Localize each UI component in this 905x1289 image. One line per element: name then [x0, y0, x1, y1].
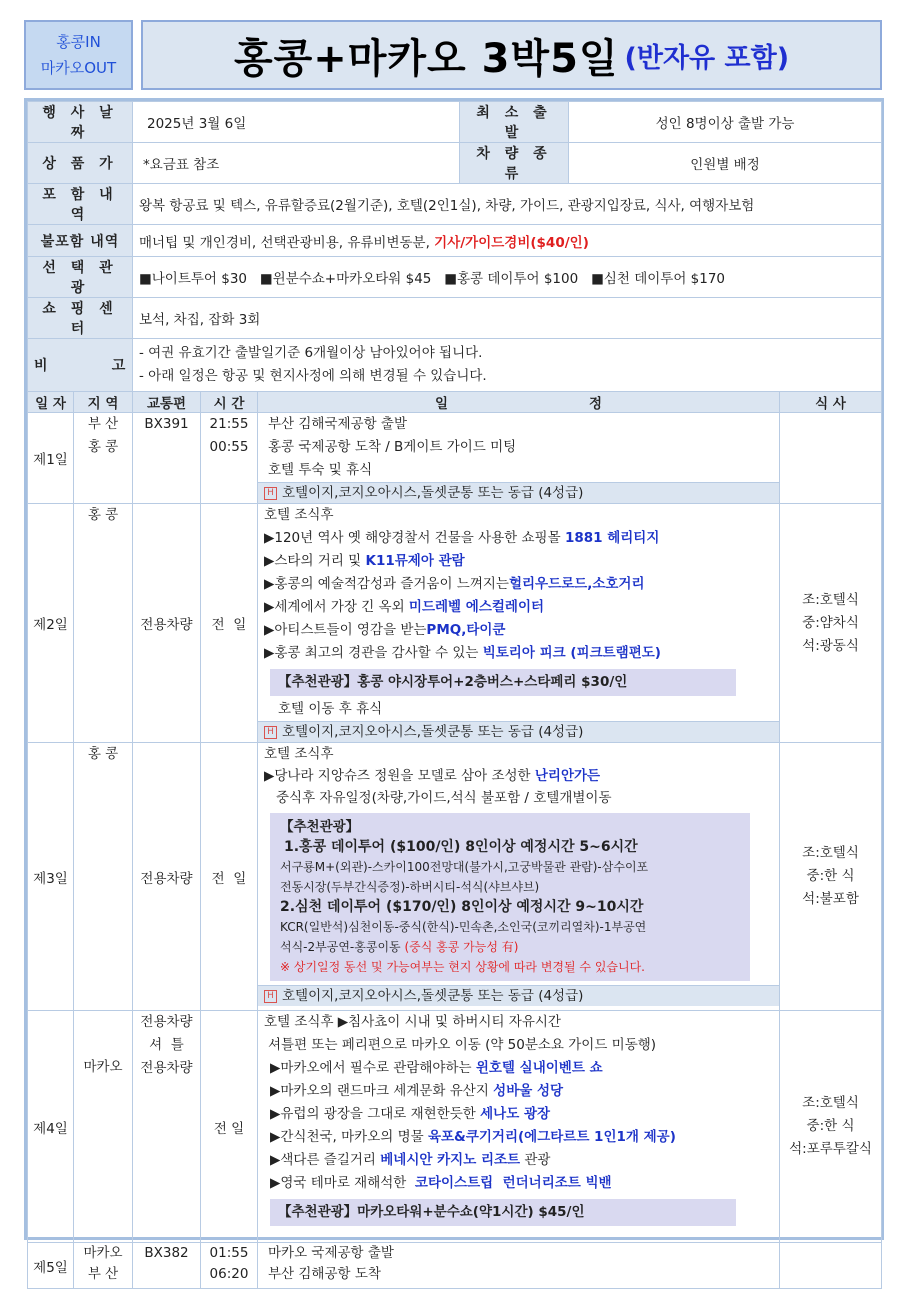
day-label: 제4일: [28, 1011, 74, 1243]
time-cell: [201, 413, 258, 504]
shopping-label: 쇼 핑 센 터: [28, 298, 133, 339]
day-label: 제1일: [28, 413, 74, 504]
time-arrive: 00:55: [209, 439, 249, 455]
recommend-tour-2-desc: KCR(일반석)심천이동-중식(한식)-민속촌,소인국(코끼리열차)-1부공연: [280, 920, 647, 934]
meal-cell: [780, 1011, 882, 1243]
col-meal: 식 사: [780, 392, 882, 413]
region-arrive: 부 산: [87, 1266, 119, 1282]
plan-line: ▶120년 역사 옛 해양경찰서 건물을 사용한 쇼핑몰 1881 헤리티지: [264, 530, 660, 546]
meal-dinner: 석:포루투칼식: [789, 1141, 872, 1157]
recommend-title: 【추천관광】: [280, 819, 360, 835]
transport-cell: [133, 1011, 201, 1243]
meal-cell: [780, 413, 882, 504]
exclude-label: 불포함 내역: [28, 225, 133, 257]
page-subtitle: (반자유 포함): [624, 42, 790, 74]
time-cell: 전 일: [201, 1011, 258, 1243]
transport-line: 전용차량: [140, 1014, 193, 1030]
plan-cell: [258, 413, 780, 504]
hotel-text: 호텔이지,코지오아시스,돌셋쿤통 또는 동급 (4성급): [282, 485, 584, 501]
date-label: 행 사 날 짜: [28, 102, 133, 143]
transport-cell: 전용차량: [133, 504, 201, 743]
plan-line: ▶마카오에서 필수로 관람해야하는 윈호텔 실내이벤트 쇼: [270, 1060, 603, 1076]
plan-line: ▶간식천국, 마카오의 명물 육포&쿠기거리(에그타르트 1인1개 제공): [270, 1129, 676, 1145]
plan-line: 중식후 자유일정(차량,가이드,석식 불포함 / 호텔개별이동: [276, 790, 612, 806]
plan-line: ▶유럽의 광장을 그대로 재현한듯한 세나도 광장: [270, 1106, 551, 1122]
plan-cell: [258, 1011, 780, 1243]
day-row-3: [28, 743, 882, 1011]
transport-cell: BX382: [133, 1243, 201, 1289]
time-depart: 01:55: [209, 1245, 249, 1261]
meal-breakfast: 조:호텔식: [802, 845, 859, 861]
time-cell: [201, 1243, 258, 1289]
price-label: 상 품 가: [28, 143, 133, 184]
meal-lunch: 중:한 식: [806, 868, 855, 884]
exclude-guide-fee: 기사/가이드경비($40/인): [434, 234, 589, 251]
region-cell: [74, 1243, 133, 1289]
region-cell: 홍 콩: [74, 743, 133, 1011]
meal-cell: [780, 743, 882, 1011]
plan-line: 셔틀편 또는 페리편으로 마카오 이동 (약 50분소요 가이드 미동행): [268, 1037, 657, 1053]
info-row-shopping: [28, 298, 882, 339]
plan-line: ▶세계에서 가장 긴 옥외 미드레벨 에스컬레이터: [264, 599, 545, 615]
meal-breakfast: 조:호텔식: [802, 1095, 859, 1111]
include-value: 왕복 항공료 및 텍스, 유류할증료(2월기준), 호텔(2인1실), 차량, 가이드, 관광지입장료, 식사, 여행자보험: [133, 184, 882, 225]
title-banner: [141, 20, 882, 90]
info-row-optional: [28, 257, 882, 298]
region-cell: [74, 413, 133, 504]
col-region: 지 역: [74, 392, 133, 413]
info-row-include: [28, 184, 882, 225]
optional-value: ■나이트투어 $30 ■윈분수쇼+마카오타워 $45 ■홍콩 데이투어 $100 ■심천 데이투어 $170: [133, 257, 882, 298]
route-in: 홍콩IN: [56, 33, 101, 51]
region-depart: 부 산: [87, 416, 119, 432]
col-plan: 일 정: [258, 392, 780, 413]
recommend-tour-1-desc: 서구룡M+(외관)-스카이100전망대(불가시,고궁박물관 관람)-삼수이포: [280, 860, 649, 874]
info-row-date: [28, 102, 882, 143]
time-cell: 전 일: [201, 504, 258, 743]
plan-line: 마카오 국제공항 출발: [268, 1245, 394, 1261]
recommend-tour-2: 2.심천 데이투어 ($170/인) 8인이상 예정시간 9~10시간: [280, 899, 644, 915]
plan-line: ▶홍콩의 예술적감성과 즐거움이 느껴지는헐리우드로드,소호거리: [264, 576, 645, 592]
col-transport: 교통편: [133, 392, 201, 413]
hotel-icon: H: [264, 990, 277, 1003]
plan-cell: [258, 504, 780, 743]
plan-line: 홍콩 국제공항 도착 / B게이트 가이드 미팅: [268, 439, 517, 455]
plan-line: ▶스타의 거리 및 K11뮤제아 관람: [264, 553, 465, 569]
min-value: 성인 8명이상 출발 가능: [569, 102, 882, 143]
plan-line: ▶영국 테마로 재해석한 코타이스트립 런더너리조트 빅밴: [270, 1175, 612, 1191]
plan-line: ▶홍콩 최고의 경관을 감사할 수 있는 빅토리아 피크 (피크트램편도): [264, 645, 661, 661]
plan-cell: [258, 1243, 780, 1289]
hotel-text: 호텔이지,코지오아시스,돌셋쿤통 또는 동급 (4성급): [282, 724, 584, 740]
price-value: *요금표 참조: [133, 143, 460, 184]
plan-line: ▶당나라 지앙슈즈 정원을 모델로 삼아 조성한 난리안가든: [264, 768, 601, 784]
page-title: 홍콩+마카오 3박5일: [233, 35, 619, 82]
transport-line: 전용차량: [140, 1060, 193, 1076]
recommend-tour-1: 1.홍콩 데이투어 ($100/인) 8인이상 예정시간 5~6시간: [284, 839, 638, 855]
meal-lunch: 중:얌차식: [802, 614, 859, 631]
time-depart: 21:55: [209, 416, 249, 432]
plan-line: ▶색다른 즐길거리 베네시안 카지노 리조트 관광: [270, 1152, 551, 1168]
plan-line: ▶아티스트들이 영감을 받는PMQ,타이쿤: [264, 622, 506, 638]
recommend-tour-2-desc: 석식-2부공연-홍콩이동 (중식 홍콩 가능성 有): [280, 940, 519, 954]
plan-line: 호텔 이동 후 휴식: [278, 701, 383, 717]
optional-label: 선 택 관 광: [28, 257, 133, 298]
note-line-1: - 여권 유효기간 출발일기준 6개월이상 남아있어야 됩니다.: [139, 345, 483, 361]
col-time: 시 간: [201, 392, 258, 413]
route-out: 마카오OUT: [40, 59, 117, 77]
recommend-box: [270, 1199, 773, 1226]
day-row-2: [28, 504, 882, 743]
day-row-4: [28, 1011, 882, 1243]
transport-cell: 전용차량: [133, 743, 201, 1011]
hotel-line: [258, 985, 779, 1006]
recommend-tour: 【추천관광】마카오타워+분수쇼(약1시간) $45/인: [270, 1199, 736, 1226]
plan-cell: [258, 743, 780, 1011]
recommend-tour: 【추천관광】홍콩 야시장투어+2층버스+스타페리 $30/인: [270, 669, 736, 696]
plan-line: 호텔 조식후: [264, 507, 334, 523]
region-cell: 마카오: [74, 1011, 133, 1243]
exclude-value: 매너팁 및 개인경비, 선택관광비용, 유류비변동분,: [139, 234, 435, 251]
day-label: 제2일: [28, 504, 74, 743]
time-cell: 전 일: [201, 743, 258, 1011]
meal-dinner: 석:불포함: [802, 891, 859, 907]
day-row-1: [28, 413, 882, 504]
info-row-exclude: [28, 225, 882, 257]
min-label: 최 소 출 발: [460, 102, 569, 143]
meal-cell: [780, 504, 882, 743]
region-arrive: 홍 콩: [87, 439, 119, 455]
plan-line: 부산 김해국제공항 출발: [268, 416, 407, 432]
plan-line: 부산 김해공항 도착: [268, 1266, 381, 1282]
recommend-note: ※ 상기일정 동선 및 가능여부는 현지 상황에 따라 변경될 수 있습니다.: [280, 960, 645, 974]
transport-cell: BX391: [133, 413, 201, 504]
plan-line: 호텔 조식후: [264, 746, 334, 762]
day-label: 제3일: [28, 743, 74, 1011]
hotel-icon: H: [264, 487, 277, 500]
recommend-box: [270, 669, 773, 696]
recommend-tour-1-desc: 전동시장(두부간식증정)-하버시티-석식(샤브샤브): [280, 880, 540, 894]
plan-line: ▶마카오의 랜드마크 세계문화 유산지 성바울 성당: [270, 1083, 564, 1099]
info-row-note: [28, 339, 882, 392]
meal-breakfast: 조:호텔식: [802, 591, 859, 608]
time-arrive: 06:20: [209, 1266, 249, 1282]
route-badge: [24, 20, 133, 90]
hotel-line: [258, 721, 779, 742]
note-label: 비 고: [28, 339, 133, 392]
day-label: 제5일: [28, 1243, 74, 1289]
meal-lunch: 중:한 식: [806, 1118, 855, 1134]
meal-dinner: 석:광동식: [802, 637, 859, 654]
include-label: 포 함 내 역: [28, 184, 133, 225]
date-value: 2025년 3월 6일: [133, 102, 460, 143]
shopping-value: 보석, 차집, 잡화 3회: [133, 298, 882, 339]
exclude-cell: [133, 225, 882, 257]
recommend-box: [270, 813, 750, 981]
day-row-5: [28, 1243, 882, 1289]
hotel-icon: H: [264, 726, 277, 739]
plan-line: 호텔 조식후 ▶침사쵸이 시내 및 하버시티 자유시간: [264, 1014, 561, 1030]
col-day: 일 자: [28, 392, 74, 413]
note-line-2: - 아래 일정은 항공 및 현지사정에 의해 변경될 수 있습니다.: [139, 368, 487, 384]
itinerary-header: [28, 392, 882, 413]
note-cell: [133, 339, 882, 392]
region-depart: 마카오: [83, 1245, 123, 1261]
transport-line: 셔 틀: [149, 1037, 184, 1053]
region-cell: 홍 콩: [74, 504, 133, 743]
vehicle-label: 차 량 종 류: [460, 143, 569, 184]
info-row-price: [28, 143, 882, 184]
plan-line: 호텔 투숙 및 휴식: [268, 462, 373, 478]
itinerary-table: [27, 101, 882, 1289]
hotel-text: 호텔이지,코지오아시스,돌셋쿤통 또는 동급 (4성급): [282, 988, 584, 1004]
meal-cell: [780, 1243, 882, 1289]
vehicle-value: 인원별 배정: [569, 143, 882, 184]
hotel-line: [258, 482, 779, 503]
